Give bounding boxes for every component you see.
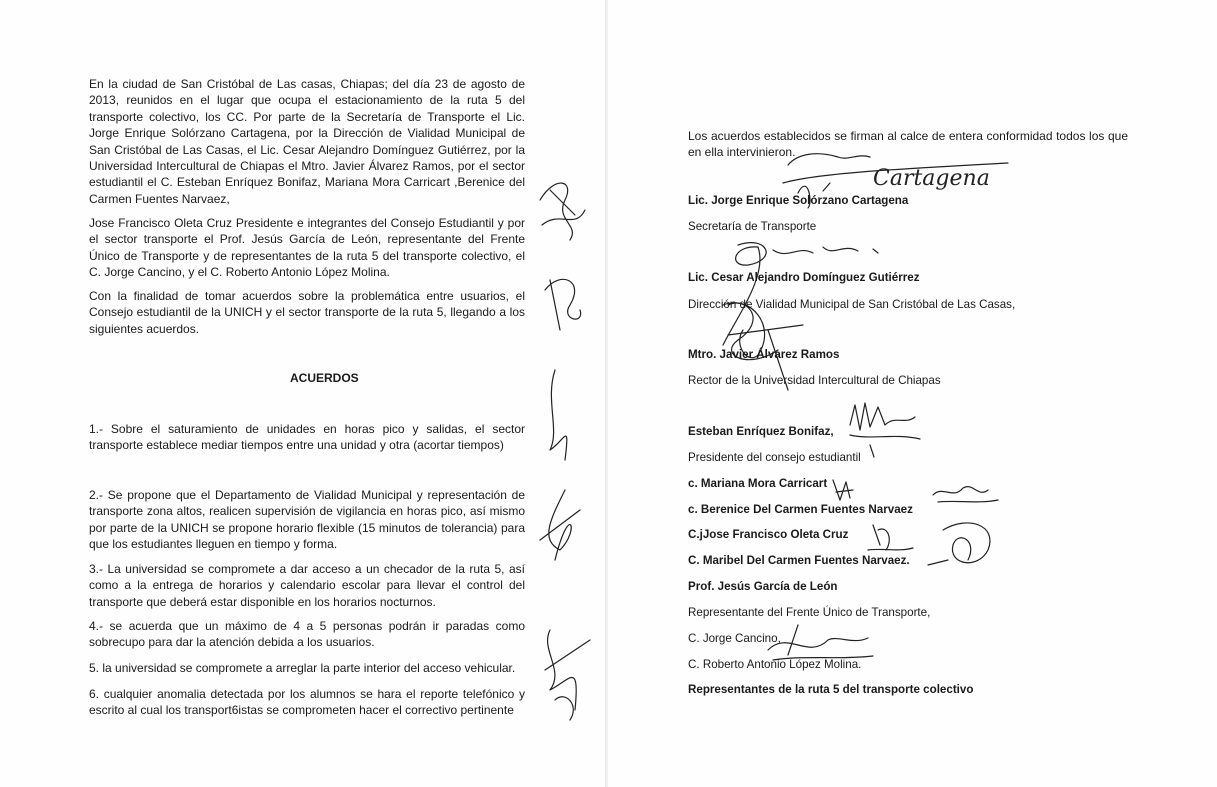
right-page [608, 0, 1217, 787]
student-signatures [828, 470, 1008, 580]
agreement-2: 2.- Se propone que el Departamento de Vialidad Municipal y representación de transporte zona altos, realicen supervisión de vigilancia en horas pico, así mismo por parte de la UNICH se propone horario flexible (15 minutos de tolerancia) para que los estudiantes lleguen en tiempo y forma. [89, 488, 525, 552]
intro-paragraph-1: En la ciudad de San Cristóbal de Las casas, Chiapas; del día 23 de agosto de 2013, reunidos en el lugar que ocupa el estacionamiento de la ruta 5 del transporte colectivo, los CC. Por parte de la Secretaría de Transporte el Lic. Jorge Enrique Solórzano Cartagena, por la Dirección de Vialidad Municipal de San Cristóbal de Las Casas, el Lic. Cesar Alejandro Domínguez Gutiérrez, por la Universidad Intercultural de Chiapas el Mtro. Javier Álvarez Ramos, por el sector estudiantil el C. Esteban Enríquez Bonifaz, Mariana Mora Carricart ,Berenice del Carmen Fuentes Narvaez, [89, 77, 525, 206]
signatory-role-2: Dirección de Vialidad Municipal de San Cristóbal de Las Casas, [688, 298, 1016, 311]
signatory-role-4: Presidente del consejo estudiantil [688, 451, 861, 464]
signatory-name-4: Esteban Enríquez Bonifaz, [688, 425, 834, 438]
left-page [0, 0, 606, 787]
transport-member-1: C. Jorge Cancino, [688, 632, 781, 645]
transport-member-2: C. Roberto Antonio López Molina. [688, 658, 862, 671]
agreement-1: 1.- Sobre el saturamiento de unidades en horas pico y salidas, el sector transporte establece mediar tiempos entre una unidad y otra (acortar tiempos) [89, 422, 525, 453]
transport-name: Prof. Jesús García de León [688, 580, 838, 593]
closing-paragraph: Los acuerdos establecidos se firman al calce de entera conformidad todos los que en ella intervinieron. [688, 129, 1128, 160]
agreement-3: 3.- La universidad se compromete a dar acceso a un checador de la ruta 5, así como a la entrega de horarios y calendario escolar para llevar el control del transporte que deberá estar disponible en los horarios nocturnos. [89, 562, 525, 609]
student-1: c. Mariana Mora Carricart [688, 477, 828, 490]
signatory-name-2: Lic. Cesar Alejandro Domínguez Gutiérrez [688, 271, 920, 284]
student-2: c. Berenice Del Carmen Fuentes Narvaez [688, 503, 913, 516]
agreement-6: 6. cualquier anomalia detectada por los alumnos se hara el reporte telefónico y escrito al cual los transport6istas se comprometen hacer el correctivo pertinente [89, 687, 525, 718]
signatory-name-1: Lic. Jorge Enrique Solórzano Cartagena [688, 194, 909, 207]
signatory-name-3: Mtro. Javier Álvarez Ramos [688, 348, 840, 361]
signatory-role-3: Rector de la Universidad Intercultural de Chiapas [688, 374, 941, 387]
margin-signatures [530, 170, 600, 730]
signature-cancino [758, 620, 888, 680]
intro-paragraph-2: Jose Francisco Oleta Cruz Presidente e integrantes del Consejo Estudiantil y por el sector transporte el Prof. Jesús García de León, representante del Frente Único de Transporte y de representantes de la ruta 5 del transporte colectivo, el C. Jorge Cancino, y el C. Roberto Antonio López Molina. [89, 216, 525, 280]
signature-text: Cartagena [873, 166, 990, 191]
transport-footer: Representantes de la ruta 5 del transporte colectivo [688, 683, 974, 696]
transport-role: Representante del Frente Único de Transporte, [688, 606, 931, 619]
agreement-4: 4.- se acuerda que un máximo de 4 a 5 personas podrán ir paradas como sobrecupo para dar la atención debida a los usuarios. [89, 619, 525, 650]
signatory-role-1: Secretaría de Transporte [688, 220, 817, 233]
student-4: C. Maribel Del Carmen Fuentes Narvaez. [688, 554, 910, 567]
intro-paragraph-3: Con la finalidad de tomar acuerdos sobre la problemática entre usuarios, el Consejo estudiantil de la UNICH y el sector transporte de la ruta 5, llegando a los siguientes acuerdos. [89, 289, 525, 336]
agreements-heading: ACUERDOS [290, 371, 359, 385]
agreement-5: 5. la universidad se compromete a arreglar la parte interior del acceso vehicular. [89, 661, 516, 675]
student-3: C.jJose Francisco Oleta Cruz [688, 528, 849, 541]
